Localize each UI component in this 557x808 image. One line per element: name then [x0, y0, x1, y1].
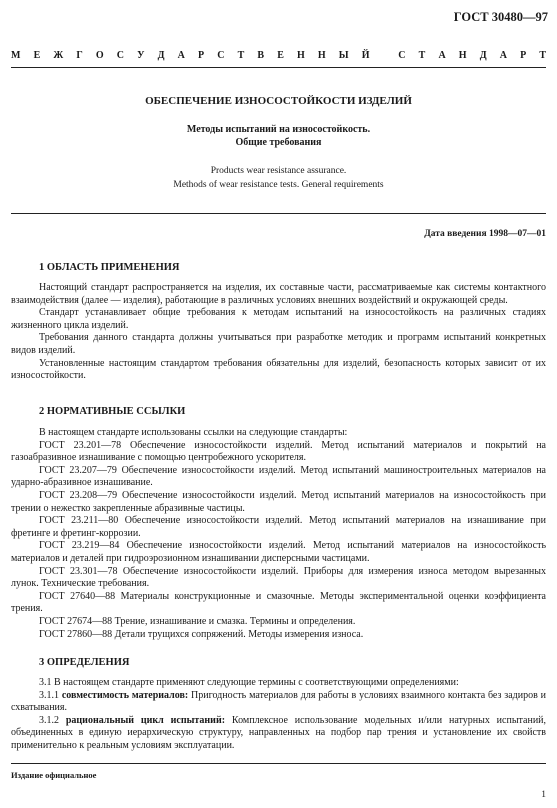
term-text: Комплексное использование модельных и/или натурных испытаний, объединенных в единую иерархическую структуру, направленных на подбор пар трения и установление их свойств применительно к реальным условиям эксплуатации. — [11, 714, 547, 751]
banner-letter: Т — [539, 50, 546, 61]
banner-letter: С — [398, 50, 406, 61]
banner-letter: Т — [418, 50, 426, 61]
paragraph: Стандарт устанавливает общие требования к методам испытаний на износостойкость на различных стадиях жизненного цикла изделий. — [11, 307, 546, 331]
banner-letter: Й — [361, 50, 370, 61]
section-3-heading: 3 ОПРЕДЕЛЕНИЯ — [39, 657, 130, 668]
reference-item: ГОСТ 27674—88 Трение, изнашивание и смазка. Термины и определения. — [39, 615, 356, 627]
section-2-body — [11, 427, 546, 641]
term-name: рациональный цикл испытаний: — [65, 714, 226, 726]
reference-item: ГОСТ 23.201—78 Обеспечение износостойкости изделий. Метод испытаний материалов и покрытий на газоабразивное изнашивание с помощью центробежного ускорителя. — [11, 439, 546, 464]
banner-letter: Ж — [53, 50, 64, 61]
reference-item: ГОСТ 27640—88 Материалы конструкционные и смазочные. Методы экспериментальной оценки коэффициента трения. — [11, 590, 546, 615]
reference-item: ГОСТ 27860—88 Детали трущихся сопряжений. Методы измерения износа. — [39, 628, 364, 640]
banner-letter: В — [257, 50, 265, 61]
paragraph: Настоящий стандарт распространяется на изделия, их составные части, рассматриваемые как системы контактного взаимодействия (далее — изделия), работающие в различных условиях внешних воздействий и окружающей среды. — [11, 282, 546, 306]
document-subtitle-line1: Методы испытаний на износостойкость. — [186, 124, 371, 135]
section-1-body — [11, 282, 546, 383]
reference-item: ГОСТ 23.219—84 Обеспечение износостойкости изделий. Метод испытаний материалов на износостойкость материалов и деталей при гидроэрозионном изнашивании дисперсными частицами. — [11, 540, 546, 564]
banner-letter: А — [499, 50, 507, 61]
banner-letter: С — [217, 50, 225, 61]
banner-letter: Т — [237, 50, 245, 61]
paragraph: В настоящем стандарте использованы ссылки на следующие стандарты: — [39, 427, 348, 438]
banner-letter: Р — [520, 50, 527, 61]
term-name: совместимость материалов: — [61, 689, 189, 701]
banner-letter: С — [116, 50, 125, 61]
banner-letter: Д — [479, 50, 487, 61]
standard-number: ГОСТ 30480—97 — [453, 10, 548, 24]
title-rule — [11, 213, 546, 214]
term-definition — [11, 690, 546, 715]
banner-letter: Н — [317, 50, 326, 61]
page-number: 1 — [541, 790, 546, 800]
reference-item: ГОСТ 23.211—80 Обеспечение износостойкости изделий. Метод испытаний материалов на изнашивание при фретинге и фретинг-коррозии. — [11, 515, 546, 539]
banner-letter: Д — [157, 50, 165, 61]
banner-letter — [383, 50, 386, 61]
banner-letter: М — [11, 50, 21, 61]
document-title: ОБЕСПЕЧЕНИЕ ИЗНОСОСТОЙКОСТИ ИЗДЕЛИЙ — [145, 95, 412, 107]
banner-letter: А — [438, 50, 446, 61]
paragraph: 3.1 В настоящем стандарте применяют следующие термины с соответствующими определениями: — [39, 677, 459, 688]
banner-letter: Г — [76, 50, 83, 61]
reference-item: ГОСТ 23.208—79 Обеспечение износостойкости изделий. Метод испытаний материалов на износостойкость при трении о нежестко закрепленные абразивные частицы. — [11, 489, 546, 514]
term-number: 3.1.2 — [39, 714, 59, 726]
banner-letter: Р — [198, 50, 205, 61]
banner-letter: У — [137, 50, 145, 61]
interstate-standard-banner — [11, 50, 546, 61]
header-rule — [11, 67, 546, 68]
banner-letter: О — [95, 50, 104, 61]
term-text: Пригодность материалов для работы в условиях взаимного контакта без задиров и схватывания. — [11, 689, 546, 714]
paragraph: Установленные настоящим стандартом требования обязательны для изделий, безопасность которых зависит от их износостойкости. — [11, 357, 546, 382]
section-2-heading: 2 НОРМАТИВНЫЕ ССЫЛКИ — [39, 406, 186, 417]
english-title-line1: Products wear resistance assurance. — [210, 166, 347, 176]
section-3-body — [11, 677, 546, 753]
introduction-date: Дата введения 1998—07—01 — [424, 229, 546, 239]
banner-letter: Н — [458, 50, 467, 61]
paragraph: Требования данного стандарта должны учитываться при разработке методик и программ испытаний конкретных видов изделий. — [11, 332, 546, 356]
reference-item: ГОСТ 23.207—79 Обеспечение износостойкости изделий. Метод испытаний машиностроительных материалов на ударно-абразивное изнашивание. — [11, 464, 546, 489]
banner-letter: Е — [33, 50, 41, 61]
reference-item: ГОСТ 23.301—78 Обеспечение износостойкости изделий. Приборы для измерения износа методом вырезанных лунок. Технические требования. — [11, 565, 546, 590]
banner-letter: Н — [296, 50, 305, 61]
banner-letter: А — [177, 50, 185, 61]
footer-rule — [11, 763, 546, 764]
banner-letter: Ы — [338, 50, 349, 61]
section-1-heading: 1 ОБЛАСТЬ ПРИМЕНЕНИЯ — [39, 262, 180, 273]
document-subtitle-line2: Общие требования — [235, 137, 322, 148]
term-number: 3.1.1 — [39, 689, 59, 701]
term-definition — [11, 715, 546, 753]
english-title-line2: Methods of wear resistance tests. General requirements — [173, 180, 384, 190]
banner-letter: Е — [277, 50, 284, 61]
official-edition-label: Издание официальное — [11, 770, 97, 780]
